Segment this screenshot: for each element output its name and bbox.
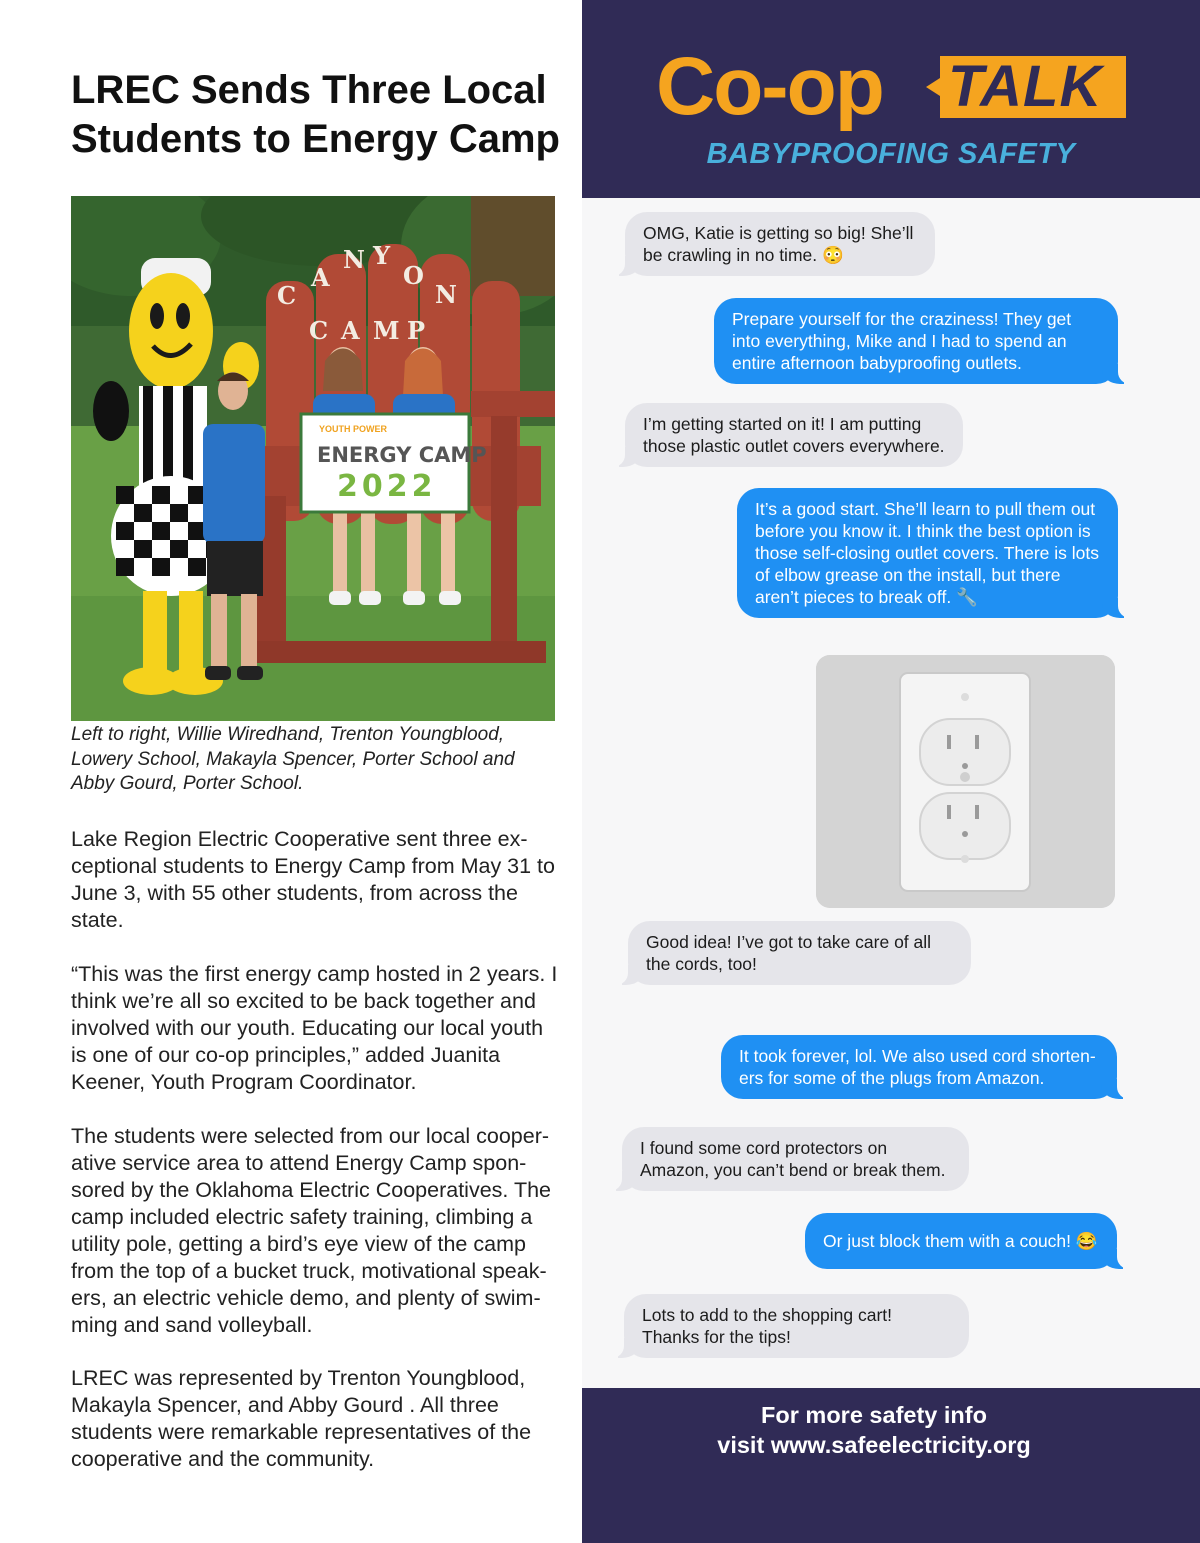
article-paragraph-1: Lake Region Electric Cooperative sent three ex-ceptional students to Energy Camp from May 31 to June 3, with 55 other students, from across the state. [71, 827, 555, 932]
svg-text:P: P [407, 316, 426, 345]
svg-text:A: A [311, 263, 330, 292]
message-outgoing-3 [721, 1035, 1117, 1099]
svg-text:C: C [277, 281, 297, 310]
message-text: I’m getting started on it! I am putting those plastic outlet covers everywhere. [643, 414, 945, 456]
logo-talk-box [926, 56, 1126, 118]
svg-text:C: C [309, 316, 329, 345]
energy-camp-photo [71, 196, 555, 721]
article-title [71, 66, 576, 164]
message-text: Lots to add to the shopping cart! Thanks for the tips! [642, 1305, 893, 1347]
svg-text:O: O [403, 261, 424, 290]
article-title-line-2: Students to Energy Camp [71, 117, 560, 161]
footer-line-1: For more safety info [761, 1402, 987, 1428]
svg-text:A: A [341, 316, 360, 345]
message-text: Good idea! I’ve got to take care of all the cords, too! [646, 932, 932, 974]
banner-main-text: ENERGY CAMP [317, 443, 487, 467]
svg-text:N: N [343, 245, 365, 274]
footer-website-link[interactable]: visit www.safeelectricity.org [717, 1432, 1031, 1458]
article-paragraph-4: LREC was represented by Trenton Youngblood, Makayla Spencer, and Abby Gourd . All three students were remarkable representatives of the cooperative and the community. [71, 1366, 532, 1471]
logo-talk-text: TALK [948, 54, 1103, 119]
banner-top-text: YOUTH POWER [319, 424, 388, 434]
coop-talk-header [582, 0, 1200, 198]
message-incoming-2 [625, 403, 963, 467]
article-paragraph-2: “This was the first energy camp hosted in 2 years. I think we’re all so excited to be back together and involved with our youth. Educating our local youth is one of our co-op principles,” added Juanita Keener, Youth Program Coordinator. [71, 962, 558, 1094]
message-text: Or just block them with a couch! 😂 [823, 1231, 1098, 1251]
message-text: It took forever, lol. We also used cord shorten-ers for some of the plugs from Amazon. [739, 1046, 1096, 1088]
message-outgoing-4 [805, 1213, 1117, 1269]
message-outgoing-1 [714, 298, 1118, 384]
message-text: It’s a good start. She’ll learn to pull them out before you know it. I think the best option is those self-closing outlet covers. There is lots of elbow grease on the install, but there aren’t pieces to break off. 🔧 [755, 499, 1100, 607]
message-incoming-1 [625, 212, 935, 276]
banner-year-text: 2022 [337, 469, 437, 504]
message-incoming-5 [624, 1294, 969, 1358]
photo-caption: Left to right, Willie Wiredhand, Trenton Youngblood, Lowery School, Makayla Spencer, Porter School and Abby Gourd, Porter School. [71, 724, 515, 794]
coop-talk-subtitle: BABYPROOFING SAFETY [706, 138, 1076, 170]
message-incoming-4 [622, 1127, 969, 1191]
message-text: Prepare yourself for the craziness! They get into everything, Mike and I had to spend an entire afternoon babyproofing outlets. [732, 309, 1072, 373]
message-incoming-3 [628, 921, 971, 985]
article-title-line-1: LREC Sends Three Local [71, 68, 547, 112]
message-text: I found some cord protectors on Amazon, you can’t bend or break them. [640, 1138, 946, 1180]
message-text: OMG, Katie is getting so big! She’ll be crawling in no time. 😳 [643, 223, 914, 265]
message-outgoing-2 [737, 488, 1118, 618]
coop-talk-panel [582, 0, 1200, 1543]
article-column [0, 0, 582, 1543]
svg-text:N: N [435, 280, 457, 309]
safety-info-footer [582, 1388, 1200, 1543]
logo-coop-text: Co-op [656, 41, 883, 132]
article-paragraph-3: The students were selected from our local cooper-ative service area to attend Energy Camp spon-sored by the Oklahoma Electric Cooperatives. The camp included electric safety training, climbing a utility pole, getting a bird’s eye view of the camp from the top of a bucket truck, motivational speak-ers, an electric vehicle demo, and plenty of swim-ming and sand volleyball. [71, 1124, 552, 1337]
svg-text:M: M [373, 316, 400, 345]
svg-text:Y: Y [373, 241, 391, 270]
self-closing-outlet-photo [816, 655, 1115, 908]
